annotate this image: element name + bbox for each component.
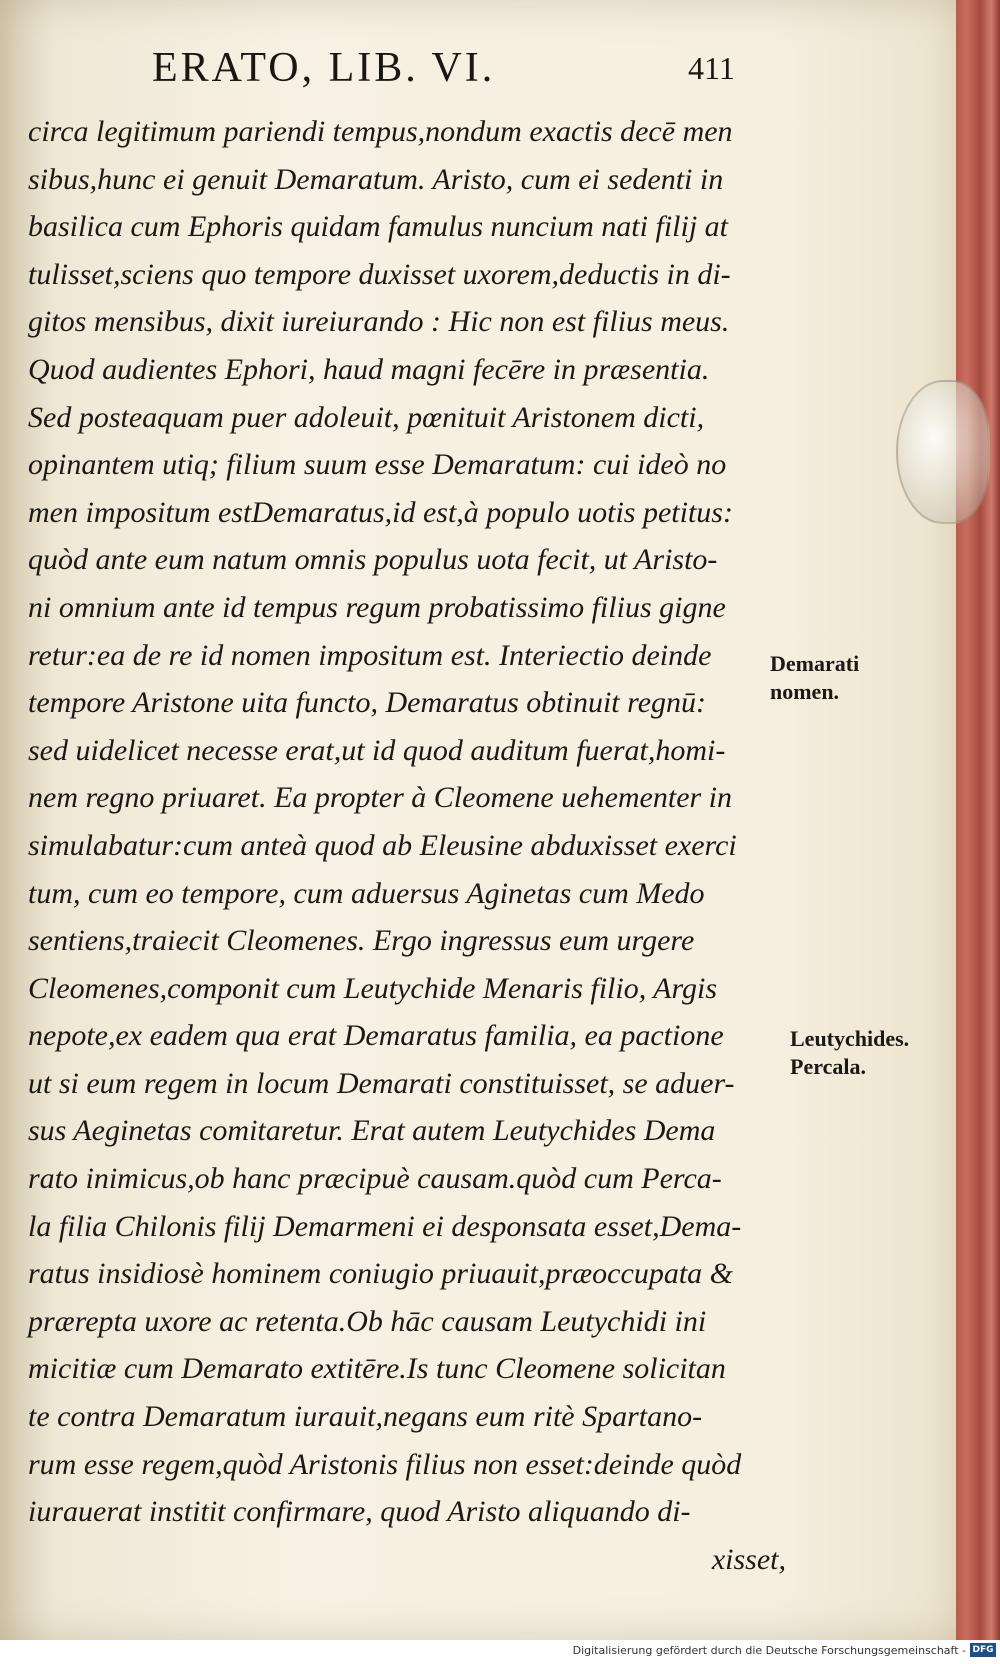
text-line: opinantem utiq; filium suum esse Demaratum: cui ideò no xyxy=(28,448,727,482)
marginal-note xyxy=(770,650,859,706)
text-line: men impositum estDemaratus,id est,à populo uotis petitus: xyxy=(28,495,733,529)
body-text xyxy=(28,108,788,1583)
text-line: gitos mensibus, dixit iureiurando : Hic non est filius meus. xyxy=(28,305,730,339)
marginal-note-line: Percala. xyxy=(790,1054,866,1079)
text-line: sibus,hunc ei genuit Demaratum. Aristo, cum ei sedenti in xyxy=(28,162,724,196)
marginal-note-line: nomen. xyxy=(770,679,840,704)
text-line: ut si eum regem in locum Demarati constituisset, se aduer- xyxy=(28,1066,735,1100)
folio-number: 411 xyxy=(688,50,735,86)
text-line: xisset, xyxy=(711,1542,786,1576)
text-line: iurauerat institit confirmare, quod Aristo aliquando di- xyxy=(28,1495,691,1529)
marginal-note xyxy=(790,1025,909,1081)
text-line: ni omnium ante id tempus regum probatissimo filius gigne xyxy=(28,590,726,624)
text-line: prærepta uxore ac retenta.Ob hāc causam Leutychidi ini xyxy=(28,1304,707,1338)
text-line: micitiæ cum Demarato extitēre.Is tunc Cleomene solicitan xyxy=(28,1352,726,1386)
text-line: rato inimicus,ob hanc præcipuè causam.quòd cum Perca- xyxy=(28,1162,722,1196)
text-line: Cleomenes,componit cum Leutychide Menaris filio, Argis xyxy=(28,971,718,1005)
text-line: nepote,ex eadem qua erat Demaratus familia, ea pactione xyxy=(28,1019,724,1053)
text-line: sus Aeginetas comitaretur. Erat autem Leutychides Dema xyxy=(28,1114,716,1148)
marginal-note-line: Demarati xyxy=(770,651,860,676)
text-line: nem regno priuaret. Ea propter à Cleomene uehementer in xyxy=(28,781,733,815)
text-line: sentiens,traiecit Cleomenes. Ergo ingressus eum urgere xyxy=(28,924,695,958)
text-line: simulabatur:cum anteà quod ab Eleusine abduxisset exerci xyxy=(28,828,737,862)
glass-clip xyxy=(896,380,990,524)
dfg-logo: DFG xyxy=(970,1643,996,1657)
text-line: ratus insidiosè hominem coniugio priuauit,præoccupata & xyxy=(28,1257,733,1291)
marginal-note-line: Leutychides. xyxy=(790,1026,910,1051)
text-line: te contra Demaratum iurauit,negans eum ritè Spartano- xyxy=(28,1400,703,1434)
text-line: tulisset,sciens quo tempore duxisset uxorem,deductis in di- xyxy=(28,257,731,291)
text-line: tum, cum eo tempore, cum aduersus Aginetas cum Medo xyxy=(28,876,705,910)
text-line: quòd ante eum natum omnis populus uota fecit, ut Aristo- xyxy=(28,543,718,577)
text-line: basilica cum Ephoris quidam famulus nuncium nati filij at xyxy=(28,210,728,244)
text-line: sed uidelicet necesse erat,ut id quod auditum fuerat,homi- xyxy=(28,733,726,767)
running-head: ERATO, LIB. VI. xyxy=(152,45,496,91)
text-line: Sed posteaquam puer adoleuit, pœnituit Aristonem dicti, xyxy=(28,400,705,434)
text-line: rum esse regem,quòd Aristonis filius non esset:deinde quòd xyxy=(28,1447,742,1481)
text-line: circa legitimum pariendi tempus,nondum exactis decē men xyxy=(28,115,733,148)
text-line: Quod audientes Ephori, haud magni fecēre in præsentia. xyxy=(28,352,710,386)
text-line: tempore Aristone uita functo, Demaratus obtinuit regnū: xyxy=(28,686,707,720)
footer-credit: Digitalisierung gefördert durch die Deutsche Forschungsgemeinschaft - xyxy=(572,1644,966,1657)
text-line: la filia Chilonis filij Demarmeni ei desponsata esset,Dema- xyxy=(28,1209,742,1243)
text-line: retur:ea de re id nomen impositum est. Interiectio deinde xyxy=(28,638,712,672)
page-edge-red xyxy=(956,0,1000,1640)
